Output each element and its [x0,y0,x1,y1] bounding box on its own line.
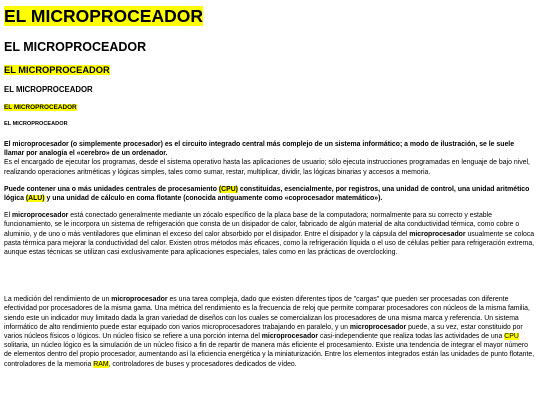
text-run: y una unidad de cálculo en coma flotante (conocida antiguamente como «coprocesador matemático»). [44,195,383,203]
heading-5 [4,103,536,112]
ram-highlight: RAM [93,360,109,368]
heading-1 [4,6,536,27]
text-run: constituidas, esencialmente, por registros, una unidad de control, una unidad aritmético lógica [4,185,530,203]
heading-4: EL MICROPROCEADOR [4,85,93,94]
text-run: puede, a su vez, estar constituido por varios núcleos físicos o lógicos. Un núcleo físico se refiere a una porción interna del [4,323,523,341]
text-run: es una tarea compleja, dado que existen diferentes tipos de "cargas" que pueden ser procesadas con diferente efectividad por procesadores de la misma gama. Una métrica del rendimiento es la frecuencia de reloj que permite comparar procesadores con núcleos de la misma familia, siendo este un indicador muy limitado dada la gran variedad de diseños con los cuales se comercializan los procesadores de una misma marca y referencia. Un sistema informático de alto rendimiento puede estar equipado con varios microprocesadores trabajando en paralelo, y un [4,296,530,331]
alu-highlight: (ALU) [25,195,45,203]
intro-paragraph: Es el encargado de ejecutar los programas, desde el sistema operativo hasta las aplicaciones de usuario; sólo ejecuta instrucciones programadas en lenguaje de bajo nivel, realizando operaciones aritméticas y lógicas simples, tales como sumar, restar, multiplicar, dividir, las lógicas binarias y accesos a memoria. [4,159,530,176]
text-run: usualmente se coloca pasta térmica para mejorar la conductividad del calor. Existen otros métodos más eficaces, como la refrigeración líquida o el uso de células peltier para refrigeración extrema, aunque estas técnicas se utilizan casi exclusivamente para aplicaciones especiales, tales como en las prácticas de overclocking. [4,230,535,257]
text-run: casi-independiente que realiza todas las actividades de una [318,333,505,341]
heading-2: EL MICROPROCEADOR [4,40,147,54]
heading-1-text: EL MICROPROCEADOR [4,6,203,26]
term-bold: microprocesador [111,296,168,304]
term-bold: microprocesador [409,230,466,238]
text-run: está conectado generalmente mediante un zócalo específico de la placa base de la computadora; normalmente para su correcto y estable funcionamiento, se le incorpora un sistema de refrigeración que consta de un disipador de calor, fabricado de algún material de alta conductividad térmica, como cobre o aluminio, y de uno o más ventiladores que eliminan el exceso del calor absorbido por el disipador. Entre el disipador y la cápsula del [4,212,520,238]
intro-bold-paragraph: El microprocesador (o simplemente procesador) es el circuito integrado central más complejo de un sistema informático; a modo de ilustración, se le suele llamar por analogía el «cerebro» de un ordenador. [4,141,515,158]
cpu-highlight: CPU [504,333,519,341]
heading-3 [4,64,536,76]
text-run: El [4,212,13,220]
performance-paragraph [4,295,536,369]
cpu-highlight: (CPU) [218,185,238,193]
text-run: , controladores de buses y procesadores dedicados de vídeo. [108,360,297,368]
cpu-units-paragraph [4,185,536,203]
text-run: La medición del rendimiento de un [4,296,112,304]
term-bold: microprocesador [261,333,319,341]
term-bold: microprocesador [349,323,407,331]
text-run: Puede contener una o más unidades centrales de procesamiento [4,185,219,193]
text-run: solitaria, un núcleo lógico es la simulación de un núcleo físico a fin de repartir de manera más eficiente el procesamiento. Existe una tendencia de integrar el mayor número de elementos dentro del propio procesador, aumentando así la eficiencia energética y la miniaturización. Entre los elementos integrados están las unidades de punto flotante, controladores de la memoria [4,342,535,368]
term-bold: microprocesador [12,212,69,220]
heading-6: EL MICROPROCEADOR [4,121,68,127]
cooling-paragraph [4,211,536,257]
heading-5-text: EL MICROPROCEADOR [4,104,77,111]
heading-3-text: EL MICROPROCEADOR [4,65,110,75]
